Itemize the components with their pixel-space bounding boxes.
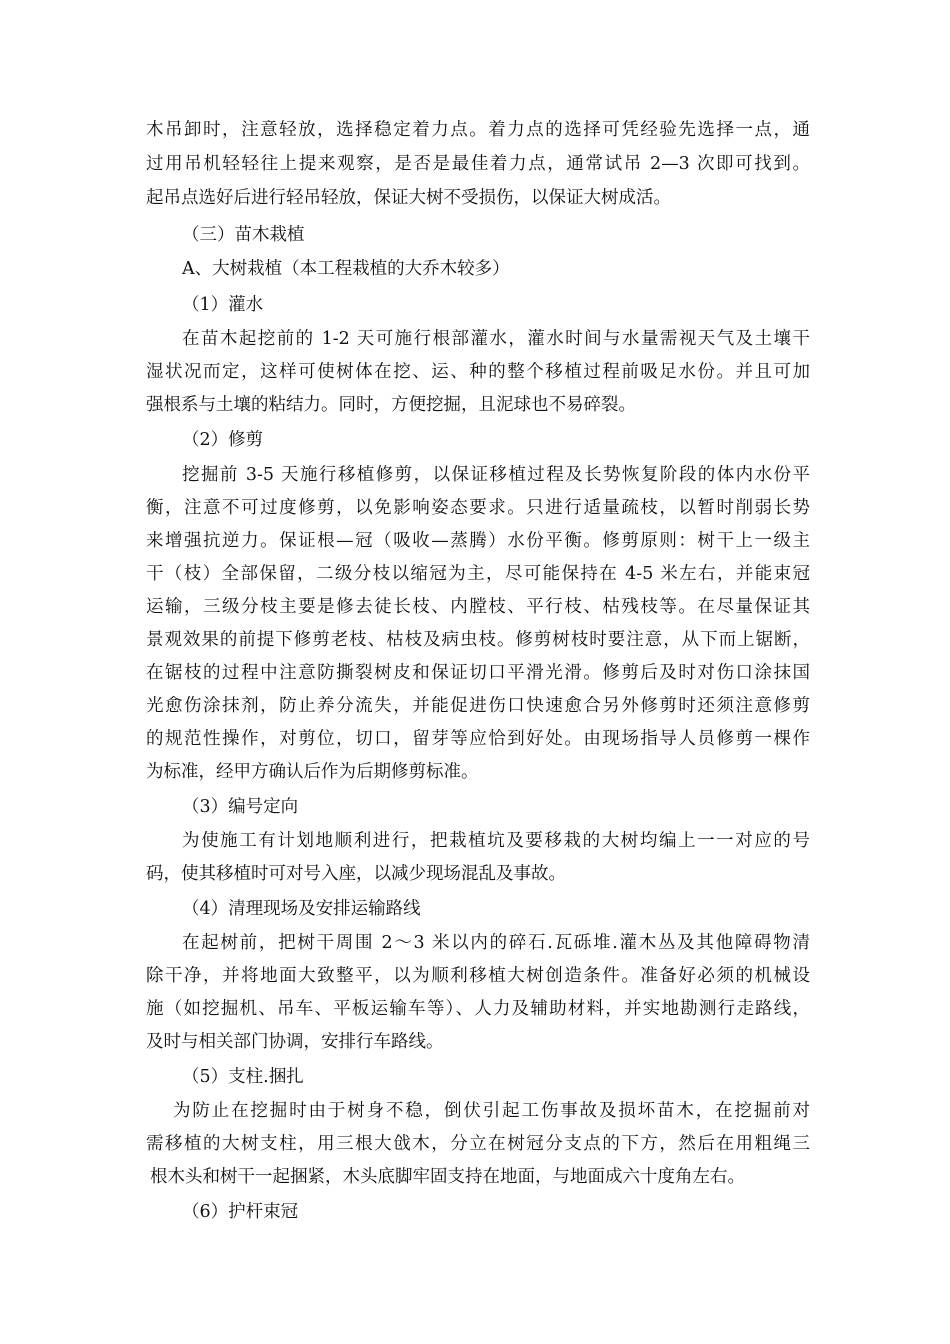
text-line: 在苗木起挖前的 1-2 天可施行根部灌水，灌水时间与水量需视天气及土壤干 [182,329,810,349]
text-line: 除干净，并将地面大致整平，以为顺利移植大树创造条件。准备好必须的机械设 [146,966,810,986]
text-line: 衡，注意不可过度修剪，以免影响姿态要求。只进行适量疏枝，以暂时削弱长势 [146,498,810,518]
text-line: 挖掘前 3-5 天施行移植修剪，以保证移植过程及长势恢复阶段的体内水份平 [182,465,810,485]
text-line: 根木头和树干一起捆紧，木头底脚牢固支持在地面，与地面成六十度角左右。 [150,1167,745,1187]
text-line: 强根系与土壤的粘结力。同时，方便挖掘，且泥球也不易碎裂。 [146,395,636,415]
text-line: 过用吊机轻轻往上提来观察，是否是最佳着力点，通常试吊 2—3 次即可找到。 [146,154,810,174]
text-line: 码，使其移植时可对号入座，以减少现场混乱及事故。 [146,864,566,884]
text-line: 湿状况而定，这样可使树体在挖、运、种的整个移植过程前吸足水份。并且可加 [146,362,810,382]
subsection-heading: A、大树栽植（本工程栽植的大乔木较多） [182,259,510,279]
text-line: 木吊卸时，注意轻放，选择稳定着力点。着力点的选择可凭经验先选择一点，通 [146,120,810,140]
text-line: 为防止在挖掘时由于树身不稳，倒伏引起工伤事故及损坏苗木，在挖掘前对 [173,1101,810,1121]
text-line: 及时与相关部门协调，安排行车路线。 [146,1032,444,1052]
text-line: 在起树前，把树干周围 2～3 米以内的碎石.瓦砾堆.灌木丛及其他障碍物清 [182,933,810,953]
text-line: 施（如挖掘机、吊车、平板运输车等）、人力及辅助材料，并实地勘测行走路线， [146,999,810,1019]
section-heading: （三）苗木栽植 [182,225,305,245]
text-line: 的规范性操作，对剪位，切口，留芽等应恰到好处。由现场指导人员修剪一棵作 [146,729,810,749]
text-line: 起吊点选好后进行轻吊轻放，保证大树不受损伤，以保证大树成活。 [146,188,671,208]
text-line: 为使施工有计划地顺利进行，把栽植坑及要移栽的大树均编上一一对应的号 [182,831,810,851]
item-heading: （5）支柱.捆扎 [182,1067,304,1087]
text-line: 干（枝）全部保留，二级分枝以缩冠为主，尽可能保持在 4-5 米左右，并能束冠 [146,564,810,584]
text-line: 在锯枝的过程中注意防撕裂树皮和保证切口平滑光滑。修剪后及时对伤口涂抹国 [146,663,810,683]
text-line: 景观效果的前提下修剪老枝、枯枝及病虫枝。修剪树枝时要注意，从下而上锯断， [146,630,810,650]
text-line: 为标准，经甲方确认后作为后期修剪标准。 [146,762,479,782]
item-heading: （1）灌水 [182,295,264,315]
item-heading: （2）修剪 [182,430,264,450]
text-line: 运输，三级分枝主要是修去徒长枝、内膛枝、平行枝、枯残枝等。在尽量保证其 [146,597,810,617]
item-heading: （6）护杆束冠 [182,1202,299,1222]
item-heading: （3）编号定向 [182,797,299,817]
text-line: 来增强抗逆力。保证根—冠（吸收—蒸腾）水份平衡。修剪原则：树干上一级主 [146,531,810,551]
item-heading: （4）清理现场及安排运输路线 [182,899,421,919]
text-line: 光愈伤涂抹剂，防止养分流失，并能促进伤口快速愈合另外修剪时还须注意修剪 [146,696,810,716]
text-line: 需移植的大树支柱，用三根大戗木，分立在树冠分支点的下方，然后在用粗绳三 [146,1134,810,1154]
